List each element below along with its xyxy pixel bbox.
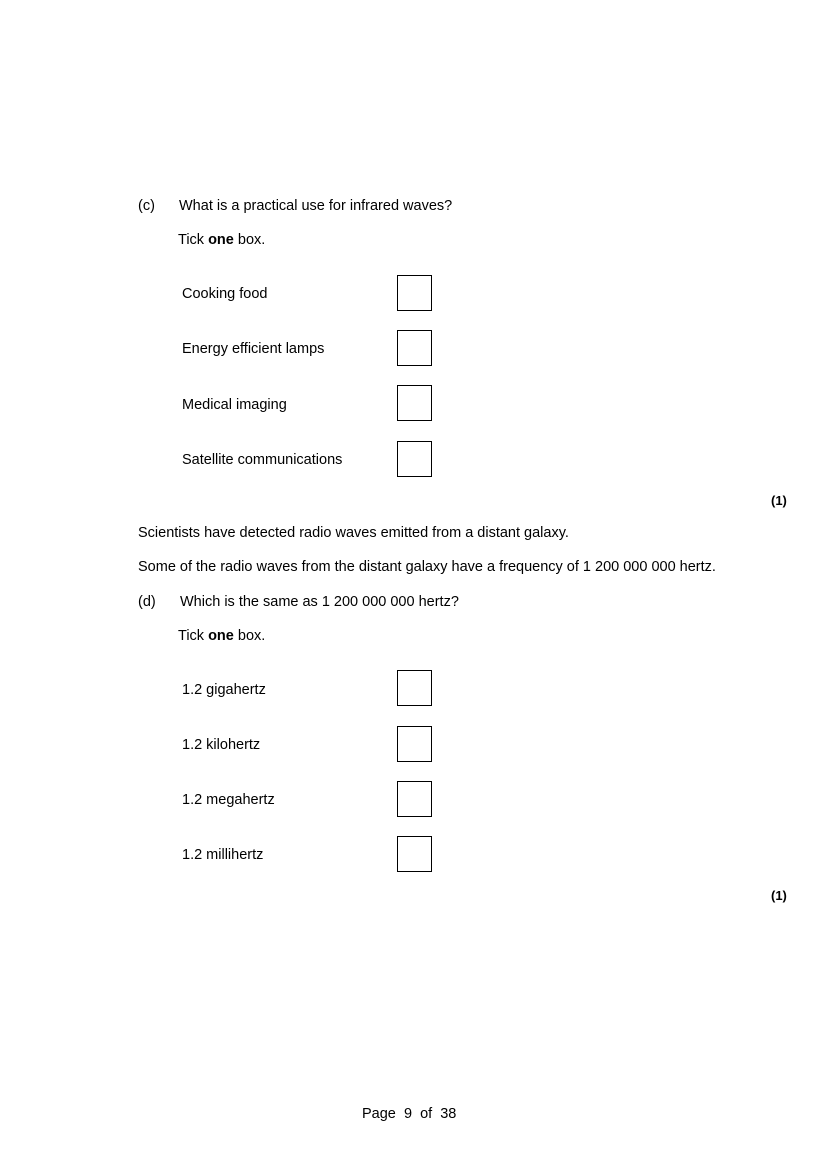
total-pages: 38 bbox=[440, 1106, 457, 1122]
marks-d: (1) bbox=[771, 888, 787, 903]
instruction-post: box. bbox=[233, 628, 266, 644]
option-label-kilohertz: 1.2 kilohertz bbox=[182, 737, 261, 753]
option-label-gigahertz: 1.2 gigahertz bbox=[182, 682, 266, 698]
page-number: 9 bbox=[403, 1106, 413, 1122]
question-c-text: What is a practical use for infrared waves? bbox=[179, 198, 453, 214]
question-c-label: (c) bbox=[138, 198, 155, 214]
instruction-pre: Tick bbox=[178, 232, 209, 248]
context-line-2: Some of the radio waves from the distant galaxy have a frequency of 1 200 000 000 hertz. bbox=[138, 559, 716, 575]
question-c-instruction bbox=[178, 232, 265, 248]
tick-box-gigahertz[interactable] bbox=[397, 670, 432, 706]
tick-box-megahertz[interactable] bbox=[397, 781, 432, 817]
page-label: Page bbox=[362, 1106, 396, 1122]
question-d-text: Which is the same as 1 200 000 000 hertz? bbox=[180, 594, 459, 610]
page-footer bbox=[362, 1106, 456, 1122]
instruction-bold: one bbox=[208, 628, 234, 644]
tick-box-kilohertz[interactable] bbox=[397, 726, 432, 762]
tick-box-medical-imaging[interactable] bbox=[397, 385, 432, 421]
tick-box-millihertz[interactable] bbox=[397, 836, 432, 872]
tick-box-cooking-food[interactable] bbox=[397, 275, 432, 311]
tick-box-satellite-communications[interactable] bbox=[397, 441, 432, 477]
option-label-cooking-food: Cooking food bbox=[182, 286, 268, 302]
tick-box-energy-efficient-lamps[interactable] bbox=[397, 330, 432, 366]
option-label-megahertz: 1.2 megahertz bbox=[182, 792, 275, 808]
instruction-pre: Tick bbox=[178, 628, 209, 644]
option-label-millihertz: 1.2 millihertz bbox=[182, 847, 264, 863]
context-line-1: Scientists have detected radio waves emitted from a distant galaxy. bbox=[138, 525, 569, 541]
marks-c: (1) bbox=[771, 493, 787, 508]
question-d-label: (d) bbox=[138, 594, 156, 610]
instruction-bold: one bbox=[208, 232, 234, 248]
option-label-satellite-communications: Satellite communications bbox=[182, 452, 343, 468]
of-label: of bbox=[420, 1106, 433, 1122]
option-label-energy-efficient-lamps: Energy efficient lamps bbox=[182, 341, 325, 357]
option-label-medical-imaging: Medical imaging bbox=[182, 397, 287, 413]
question-d-instruction bbox=[178, 628, 265, 644]
instruction-post: box. bbox=[233, 232, 266, 248]
